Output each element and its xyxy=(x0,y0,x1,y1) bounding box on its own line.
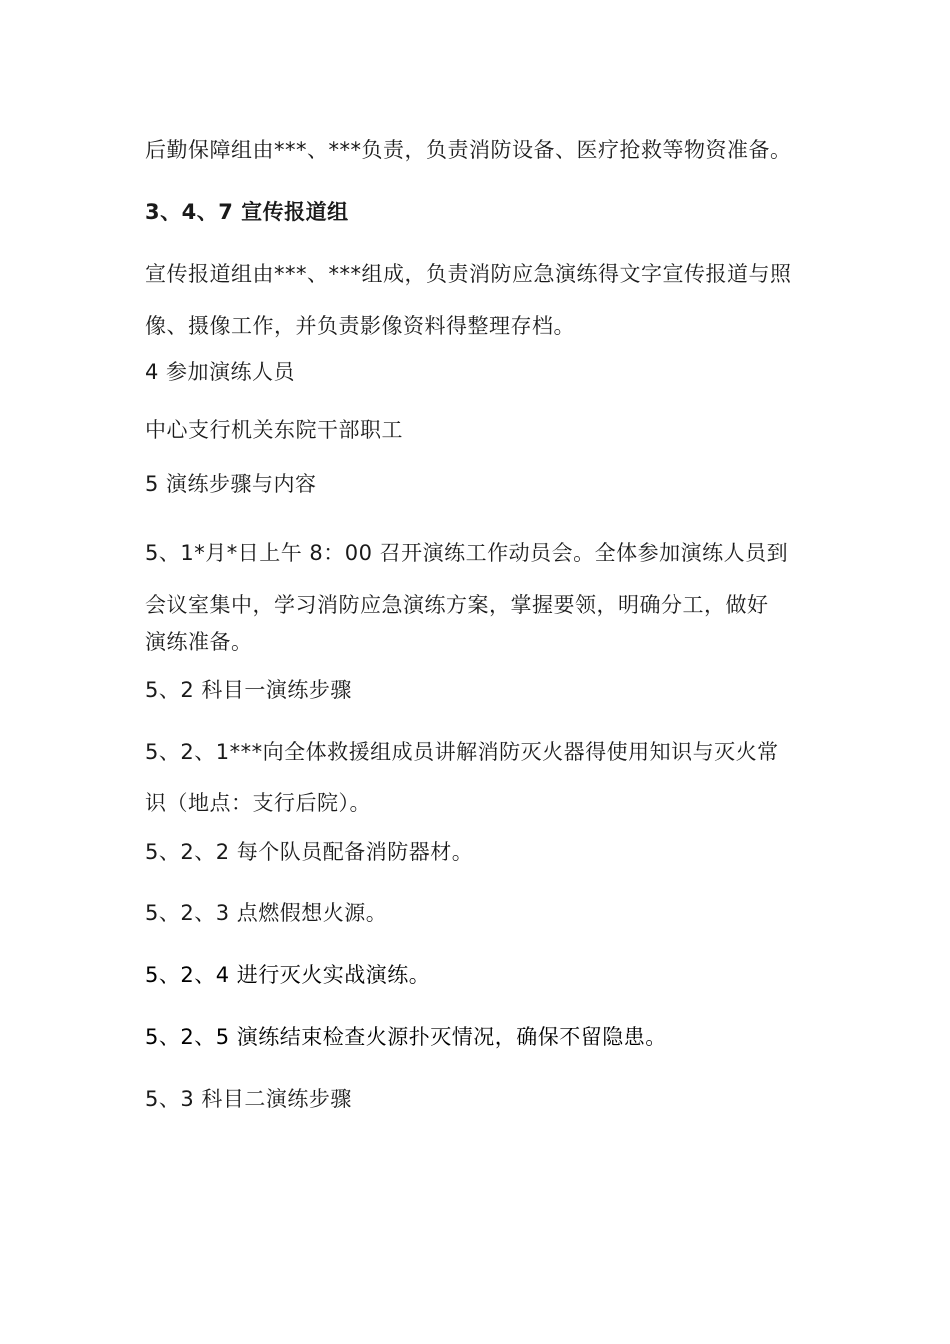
section-heading-participants: 4 参加演练人员 xyxy=(145,360,296,384)
item-step-5-2-2: 5、2、2 每个队员配备消防器材。 xyxy=(145,840,474,864)
paragraph-participants: 中心支行机关东院干部职工 xyxy=(145,418,403,442)
section-heading-publicity: 3、4、7 宣传报道组 xyxy=(145,200,349,224)
paragraph-publicity-line2: 像、摄像工作，并负责影像资料得整理存档。 xyxy=(145,314,575,338)
item-step-5-2-3: 5、2、3 点燃假想火源。 xyxy=(145,901,388,925)
item-step-5-2-5: 5、2、5 演练结束检查火源扑灭情况，确保不留隐患。 xyxy=(145,1025,667,1049)
paragraph-publicity-line1: 宣传报道组由***、***组成，负责消防应急演练得文字宣传报道与照 xyxy=(145,262,792,286)
paragraph-step-5-2-1-line2: 识（地点：支行后院）。 xyxy=(145,791,371,815)
paragraph-step-5-1-line1: 5、1*月*日上午 8：00 召开演练工作动员会。全体参加演练人员到 xyxy=(145,541,789,565)
subheading-5-3: 5、3 科目二演练步骤 xyxy=(145,1087,352,1111)
paragraph-step-5-1-line3: 演练准备。 xyxy=(145,630,253,654)
paragraph-step-5-1-line2: 会议室集中，学习消防应急演练方案，掌握要领，明确分工，做好 xyxy=(145,593,769,617)
section-heading-steps: 5 演练步骤与内容 xyxy=(145,472,317,496)
paragraph-step-5-2-1-line1: 5、2、1***向全体救援组成员讲解消防灭火器得使用知识与灭火常 xyxy=(145,740,779,764)
item-step-5-2-4: 5、2、4 进行灭火实战演练。 xyxy=(145,963,431,987)
subheading-5-2: 5、2 科目一演练步骤 xyxy=(145,678,352,702)
paragraph-logistics: 后勤保障组由***、***负责，负责消防设备、医疗抢救等物资准备。 xyxy=(145,138,792,162)
